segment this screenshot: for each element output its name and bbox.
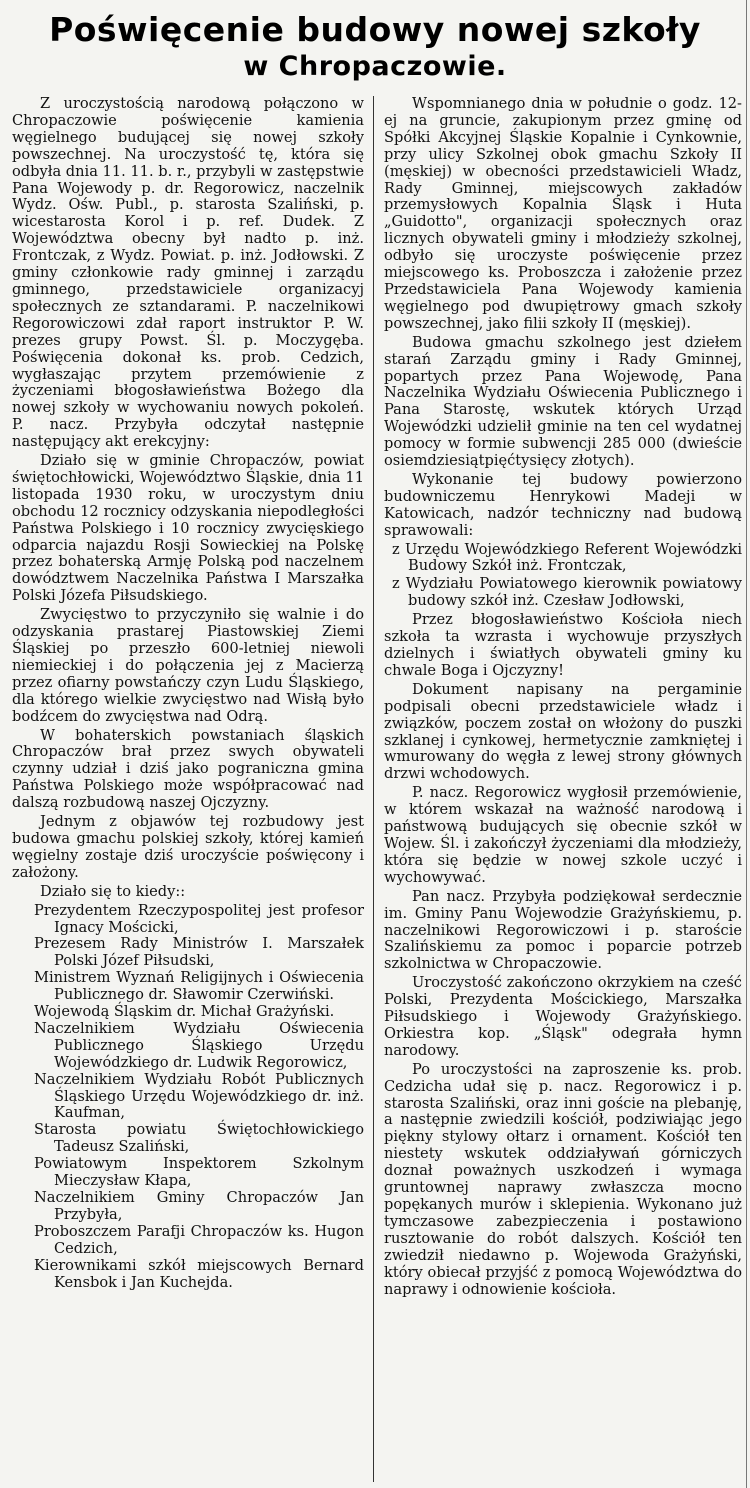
paragraph: Wspomnianego dnia w południe o godz. 12-ej na gruncie, zakupionym przez gminę od Spółki Akcyjnej Śląskie Kopalnie i Cynkownie, przy ulicy Szkolnej obok gmachu Szkoły II (męskiej) w obecności przedstawicieli Władz, Rady Gminnej, miejscowych zakładów przemysłowych Kopalnia Śląsk i Huta „Guidotto", organizacji społecznych oraz licznych obywateli gminy i młodzieży szkolnej, odbyło się uroczyste poświęcenie przez miejscowego ks. Proboszcza i założenie przez Przedstawiciela Pana Wojewody kamienia węgielnego pod dwupiętrowy gmach szkoły powszechnej, jako filii szkoły II (męskiej). [384, 96, 742, 332]
column-divider [373, 96, 374, 1482]
left-column [12, 96, 364, 1482]
list-item: Naczelnikiem Wydziału Robót Publicznych Śląskiego Urzędu Wojewódzkiego dr. inż. Kaufman, [34, 1070, 364, 1122]
paragraph: Budowa gmachu szkolnego jest dziełem starań Zarządu gminy i Rady Gminnej, popartych przez Pana Wojewodę, Pana Naczelnika Wydziału Oświecenia Publicznego i Pana Starostę, wskutek których Urząd Wojewódzki udzielił gminie na ten cel wydatnej pomocy w formie subwencji 285 000 (dwieście osiemdziesiątpięćtysięcy złotych). [384, 333, 742, 470]
list-item: Prezesem Rady Ministrów I. Marszałek Polski Józef Piłsudski, [34, 935, 364, 970]
list-item: Proboszczem Parafji Chropaczów ks. Hugon Cedzich, [34, 1222, 364, 1257]
paragraph: Dokument napisany na pergaminie podpisali obecni przedstawiciele władz i związków, poczem został on włożony do puszki szklanej i cynkowej, hermetycznie zamkniętej i wmurowany do węgła z lewej strony głównych drzwi wchodowych. [384, 680, 742, 783]
list-item: Prezydentem Rzeczypospolitej jest profesor Ignacy Mościcki, [34, 901, 364, 936]
paragraph: Pan nacz. Przybyła podziękował serdecznie im. Gminy Panu Wojewodzie Grażyńskiemu, p. naczelnikowi Regorowiczowi i p. staroście Szalińskiemu za pomoc i poparcie potrzeb szkolnictwa w Chropaczowie. [384, 887, 742, 973]
list-item: Wojewodą Śląskim dr. Michał Grażyński. [34, 1003, 335, 1021]
list-item: Naczelnikiem Gminy Chropaczów Jan Przybyła, [34, 1189, 364, 1223]
paragraph: Wykonanie tej budowy powierzono budowniczemu Henrykowi Madeji w Katowicach, nadzór techniczny nad budową sprawowali: [384, 470, 742, 539]
list-item: Powiatowym Inspektorem Szkolnym Mieczysław Kłapa, [34, 1155, 364, 1190]
headline-line-1: Poświęcenie budowy nowej szkoły [49, 10, 701, 49]
paragraph: Jednym z objawów tej rozbudowy jest budowa gmachu polskiej szkoły, której kamień węgielny zostaje dziś uroczyście poświęcony i założony. [12, 813, 364, 881]
list-item: Kierownikami szkół miejscowych Bernard Kensbok i Jan Kuchejda. [34, 1256, 364, 1291]
paragraph: W bohaterskich powstaniach śląskich Chropaczów brał przez swych obywateli czynny udział i dziś jako pograniczna gmina Państwa Polskiego może współpracować nad dalszą rozbudową naszej Ojczyzny. [12, 726, 364, 812]
article-headline [0, 10, 750, 84]
list-item: Ministrem Wyznań Religijnych i Oświecenia Publicznego dr. Sławomir Czerwiński. [34, 969, 364, 1004]
paragraph: Zwycięstwo to przyczyniło się walnie i do odzyskania prastarej Piastowskiej Ziemi Śląskiej po przeszło 600-letniej niewoli niemieckiej i do połączenia jej z Macierzą przez ofiarny powstańczy czyn Ludu Śląskiego, dla którego wielkie zwycięstwo nad Wisłą było bodźcem do zwycięstwa nad Odrą. [12, 606, 364, 725]
paragraph: Z uroczystością narodową połączono w Chropaczowie poświęcenie kamienia węgielnego budującej się nowej szkoły powszechnej. Na uroczystość tę, która się odbyła dnia 11. 11. b. r., przybyli w zastępstwie Pana Wojewody p. dr. Regorowicz, naczelnik Wydz. Ośw. Publ., p. starosta Szaliński, p. wicestarosta Korol i p. ref. Dudek. Z Województwa obecny był nadto p. inż. Frontczak, z Wydz. Powiat. p. inż. Jodłowski. Z gminy członkowie rady gminnej i zarządu gminnego, przedstawiciele organizacyj społecznych ze sztandarami. P. naczelnikowi Regorowiczowi zdał raport instruktor P. W. prezes grupy Powst. Śl. p. Moczygęba. Poświęcenia dokonał ks. prob. Cedzich, wygłaszając przytem przemówienie z życzeniami błogosławieństwa Bożego dla nowej szkoły w wychowaniu nowych pokoleń. P. nacz. Przybyła odczytał następnie następujący akt erekcyjny: [12, 96, 364, 451]
list-item: z Urzędu Wojewódzkiego Referent Wojewódzki Budowy Szkół inż. Frontczak, [392, 540, 742, 575]
paragraph: Przez błogosławieństwo Kościoła niech szkoła ta wzrasta i wychowuje przyszłych dzielnych i światłych obywateli gminy ku chwale Boga i Ojczyzny! [384, 611, 742, 679]
headline-line-2: w Chropaczowie. [243, 51, 507, 82]
supervisors-list [384, 542, 742, 611]
list-item: Naczelnikiem Wydziału Oświecenia Publicznego Śląskiego Urzędu Wojewódzkiego dr. Ludwik Regorowicz, [34, 1019, 364, 1071]
page-edge-rule [746, 0, 747, 1488]
list-item: Starosta powiatu Świętochłowickiego Tadeusz Szaliński, [34, 1121, 364, 1156]
right-column [384, 96, 742, 1482]
paragraph: Działo się to kiedy:: [40, 882, 186, 900]
list-item: z Wydziału Powiatowego kierownik powiatowy budowy szkół inż. Czesław Jodłowski, [392, 575, 742, 610]
paragraph: Uroczystość zakończono okrzykiem na cześć Polski, Prezydenta Mościckiego, Marszałka Piłsudskiego i Wojewody Grażyńskiego. Orkiestra kop. „Śląsk" odegrała hymn narodowy. [384, 974, 742, 1059]
paragraph: Po uroczystości na zaproszenie ks. prob. Cedzicha udał się p. nacz. Regorowicz i p. starosta Szaliński, oraz inni goście na plebanję, a następnie zwiedzili kościół, podziwiając jego piękny stylowy ołtarz i ornament. Kościół ten niestety wskutek oddziaływań górniczych doznał poważnych uszkodzeń i wymaga gruntownej naprawy zwłaszcza mocno popękanych murów i sklepienia. Wykonano już tymczasowe zabezpieczenia i postawiono rusztowanie do robót dalszych. Kościół ten zwiedził niedawno p. Wojewoda Grażyński, który obiecał przyjść z pomocą Województwa do naprawy i odnowienie kościoła. [384, 1060, 742, 1298]
paragraph: Działo się w gminie Chropaczów, powiat świętochłowicki, Województwo Śląskie, dnia 11 listopada 1930 roku, w uroczystym dniu obchodu 12 rocznicy odzyskania niepodległości Państwa Polskiego i 10 rocznicy zwycięskiego odparcia najazdu Rosji Sowieckiej na Polskę przez bohaterską Armję Polską pod naczelnem dowództwem Naczelnika Państwa I Marszałka Polski Józefa Piłsudskiego. [12, 452, 364, 605]
officials-list [12, 903, 364, 1292]
paragraph: P. nacz. Regorowicz wygłosił przemówienie, w którem wskazał na ważność narodową i państwową budujących się obecnie szkół w Wojew. Śl. i zakończył życzeniami dla młodzieży, która się będzie w nowej szkole uczyć i wychowywać. [384, 784, 742, 886]
